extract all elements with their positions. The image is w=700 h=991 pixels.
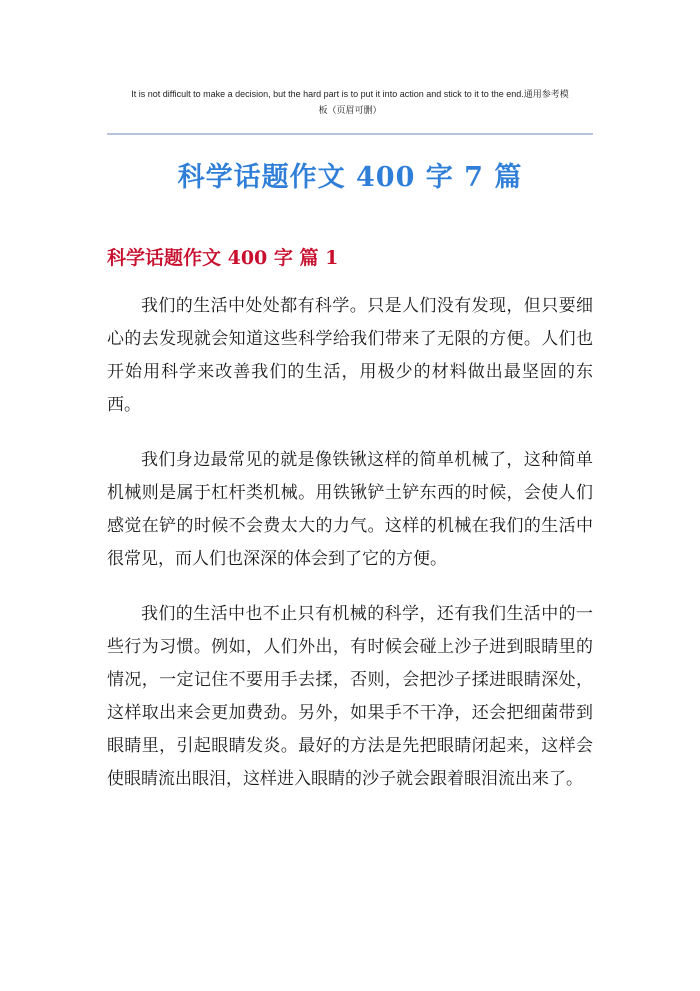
section-heading: 科学话题作文 400 字 篇 1: [107, 247, 339, 269]
header-line-1: It is not difficult to make a decision, but the hard part is to put it into action and stick to it to the end.通用参考模: [131, 89, 569, 99]
article-body: [107, 290, 593, 818]
page-header: [100, 86, 600, 118]
header-line-2: 板（页眉可删）: [318, 105, 382, 115]
paragraph-2: 我们身边最常见的就是像铁锹这样的简单机械了，这种简单机械则是属于杠杆类机械。用铁锹铲土铲东西的时候，会使人们感觉在铲的时候不会费太大的力气。这样的机械在我们的生活中很常见，而人们也深深的体会到了它的方便。: [107, 450, 593, 569]
paragraph-3: 我们的生活中也不止只有机械的科学，还有我们生活中的一些行为习惯。例如，人们外出，有时候会碰上沙子进到眼睛里的情况，一定记住不要用手去揉，否则，会把沙子揉进眼睛深处，这样取出来会更加费劲。另外，如果手不干净，还会把细菌带到眼睛里，引起眼睛发炎。最好的方法是先把眼睛闭起来，这样会使眼睛流出眼泪，这样进入眼睛的沙子就会跟着眼泪流出来了。: [107, 604, 593, 789]
header-divider: [107, 133, 593, 135]
paragraph-1: 我们的生活中处处都有科学。只是人们没有发现，但只要细心的去发现就会知道这些科学给我们带来了无限的方便。人们也开始用科学来改善我们的生活，用极少的材料做出最坚固的东西。: [107, 296, 593, 415]
document-title: 科学话题作文 400 字 7 篇: [177, 162, 523, 193]
